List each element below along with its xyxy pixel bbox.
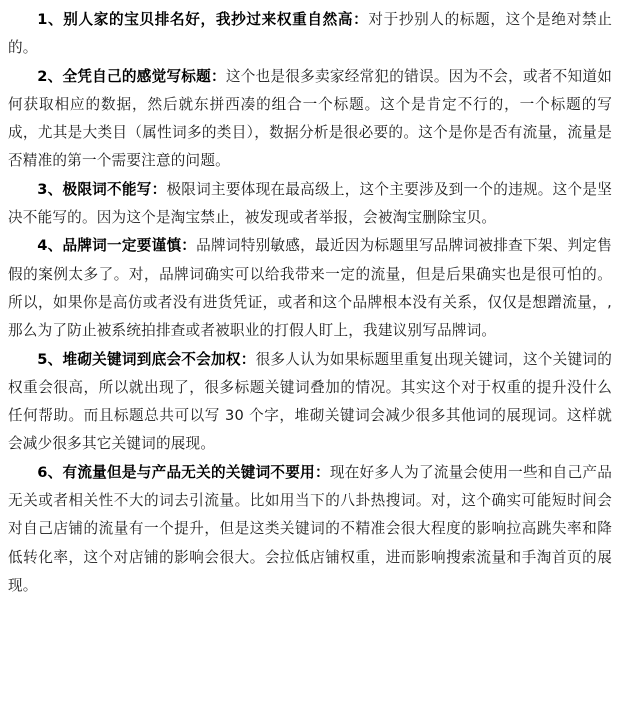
paragraph-number: 1、 — [37, 11, 64, 28]
paragraph-heading: 极限词不能写： — [62, 180, 167, 198]
paragraph-text: 品牌词特别敏感，最近因为标题里写品牌词被排查下架、判定售假的案例太多了。对，品牌词确实可以给我带来一定的流量，但是后果确实也是很可怕的。所以，如果你是高仿或者没有进货凭证，或者和这个品牌根本没有关系，仅仅是想蹭流量，,那么为了防止被系统拍排查或者被职业的打假人盯上，我建议别写品牌词。 — [8, 237, 612, 340]
paragraph-text: 很多人认为如果标题里重复出现关键词，这个关键词的权重会很高，所以就出现了，很多标题关键词叠加的情况。其实这个对于权重的提升没什么任何帮助。而且标题总共可以写 30 个字，堆砌关键词会减少很多其他词的展现词。这样就会减少很多其它关键词的展现。 — [8, 350, 613, 453]
paragraph-heading: 别人家的宝贝排名好，我抄过来权重自然高： — [63, 11, 369, 28]
paragraph-3 — [8, 176, 612, 233]
paragraph-text: 对于抄别人的标题，这个是绝对禁止的。 — [8, 11, 612, 57]
paragraph-number: 4、 — [37, 237, 63, 255]
paragraph-2 — [8, 63, 612, 176]
paragraph-heading: 有流量但是与产品无关的关键词不要用： — [62, 463, 330, 481]
paragraph-number: 2、 — [37, 67, 63, 85]
paragraph-text: 极限词主要体现在最高级上，这个主要涉及到一个的违规。这个是坚决不能写的。因为这个是淘宝禁止，被发现或者举报，会被淘宝删除宝贝。 — [8, 180, 612, 227]
paragraph-text: 现在好多人为了流量会使用一些和自己产品无关或者相关性不大的词去引流量。比如用当下的八卦热搜词。对，这个确实可能短时间会对自己店铺的流量有一个提升，但是这类关键词的不精准会很大程度的影响拉高跳失率和降低转化率，这个对店铺的影响会很大。会拉低店铺权重，进而影响搜索流量和手淘首页的展现。 — [8, 463, 612, 594]
paragraph-heading: 全凭自己的感觉写标题： — [62, 67, 226, 85]
paragraph-heading: 堆砌关键词到底会不会加权： — [62, 350, 256, 368]
paragraph-6 — [8, 459, 612, 600]
paragraph-heading: 品牌词一定要谨慎： — [62, 237, 197, 255]
paragraph-1 — [8, 6, 612, 63]
paragraph-text: 这个也是很多卖家经常犯的错误。因为不会，或者不知道如何获取相应的数据，然后就东拼西凑的组合一个标题。这个是肯定不行的，一个标题的写成，尤其是大类目（属性词多的类目），数据分析是很必要的。这个是你是否有流量，流量是否精准的第一个需要注意的问题。 — [8, 67, 613, 170]
paragraph-number: 5、 — [37, 350, 63, 368]
paragraph-number: 6、 — [37, 463, 63, 481]
paragraph-5 — [8, 346, 612, 459]
article-body — [8, 6, 612, 600]
paragraph-number: 3、 — [37, 180, 63, 198]
paragraph-4 — [8, 232, 612, 345]
